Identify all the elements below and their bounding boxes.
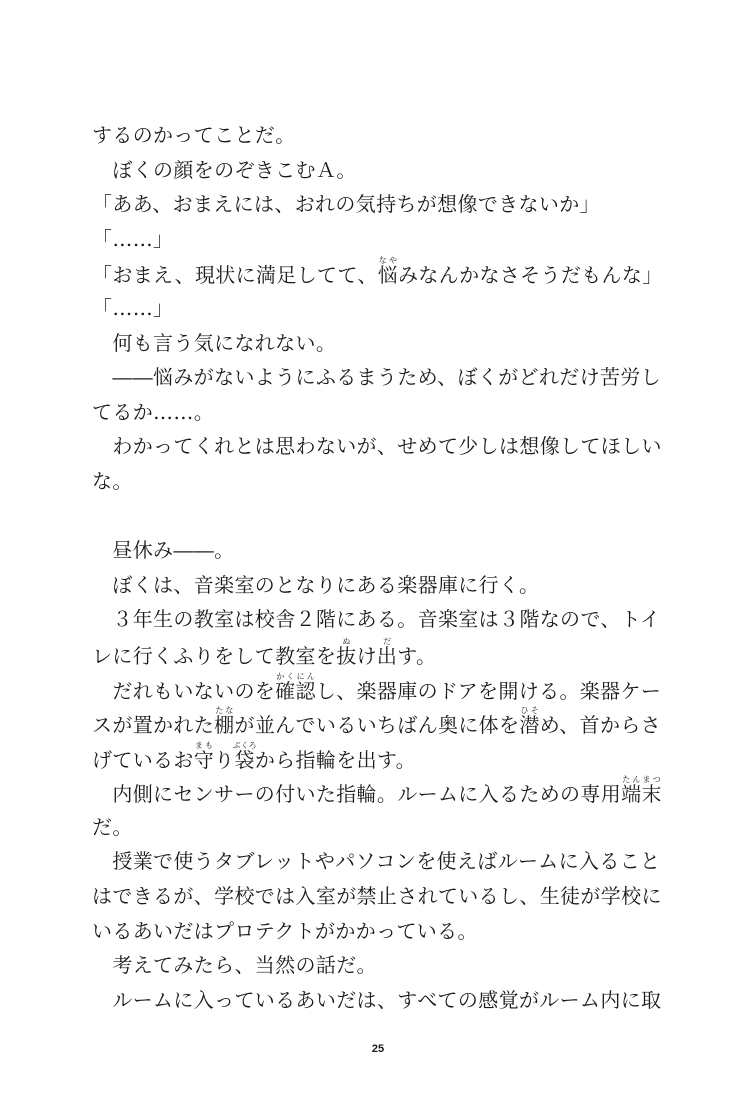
furigana: まも: [193, 740, 215, 750]
text-line: いるあいだはプロテクトがかかっている。: [92, 918, 478, 943]
blank-line: [92, 499, 682, 534]
text-line: 「……」: [92, 295, 174, 320]
text-span: げているお: [92, 747, 194, 772]
text-line: 「……」: [92, 226, 174, 251]
ruby-word: [376, 636, 398, 668]
furigana: だ: [376, 636, 398, 646]
furigana: ぬ: [336, 636, 357, 646]
text-span: みなんかなさそうだもんな」: [398, 263, 663, 288]
text-span: レに行くふりをして教室を: [92, 643, 337, 668]
ruby-word: [377, 256, 399, 288]
text-span: から指輪を出す。: [254, 747, 417, 772]
furigana: ひそ: [519, 706, 540, 716]
ruby-word: [336, 636, 357, 668]
text-line: てるか……。: [92, 399, 215, 424]
text-line: 考えてみたら、当然の話だ。: [92, 953, 377, 978]
text-span: 内側にセンサーの付いた指輪。ルームに入るための専用: [92, 782, 622, 807]
ruby-base: 悩: [377, 263, 399, 288]
furigana: たな: [214, 706, 235, 716]
text-line: 昼休み――。: [92, 538, 235, 563]
text-span: り: [214, 747, 235, 772]
text-line: ぼくは、音楽室のとなりにある楽器庫に行く。: [92, 572, 540, 597]
text-line: ――悩みがないようにふるまうため、ぼくがどれだけ苦労し: [92, 365, 661, 390]
furigana: ぶくろ: [232, 740, 257, 750]
text-line: [92, 775, 682, 810]
text-line: ルームに入っているあいだは、すべての感覚がルーム内に取: [92, 987, 662, 1012]
ruby-word: [519, 706, 540, 738]
furigana: かくにん: [275, 671, 316, 681]
text-line: 何も言う気になれない。: [92, 330, 337, 355]
text-span: だれもいないのを: [92, 678, 276, 703]
ruby-base: 袋: [232, 747, 257, 772]
text-line: [92, 706, 682, 741]
text-span: け: [356, 643, 377, 668]
text-span: す。: [397, 643, 437, 668]
text-line: 「ああ、おまえには、おれの気持ちが想像できないか」: [92, 192, 600, 217]
text-line: わかってくれとは思わないが、せめて少しは想像してほしい: [92, 434, 662, 459]
ruby-base: 端末: [621, 782, 662, 807]
text-line: するのかってことだ。: [92, 123, 296, 147]
text-line: 授業で使うタブレットやパソコンを使えばルームに入ること: [92, 849, 661, 874]
ruby-base: 潜: [519, 713, 540, 738]
ruby-word: [193, 740, 215, 772]
text-line: だ。: [92, 814, 133, 839]
text-line: [92, 637, 682, 672]
text-span: め、首からさ: [539, 713, 662, 738]
ruby-word: [621, 775, 662, 807]
text-span: し、楽器庫のドアを開ける。楽器ケー: [315, 678, 662, 703]
text-line: な。: [92, 468, 133, 493]
ruby-word: [275, 671, 316, 703]
ruby-word: [232, 740, 257, 772]
ruby-base: 出: [376, 643, 398, 668]
ruby-base: 棚: [214, 713, 235, 738]
ruby-word: [214, 706, 235, 738]
text-line: ３年生の教室は校舎２階にある。音楽室は３階なので、トイ: [92, 607, 661, 632]
text-line: ぼくの顔をのぞきこむＡ。: [92, 157, 357, 182]
text-line: [92, 741, 682, 776]
text-span: スが置かれた: [92, 713, 215, 738]
ruby-base: 抜: [336, 643, 357, 668]
ruby-base: 守: [193, 747, 215, 772]
furigana: たんまつ: [621, 775, 662, 785]
body-text: [92, 118, 682, 1017]
ruby-base: 確認: [275, 678, 316, 703]
furigana: なや: [377, 256, 399, 266]
text-line: [92, 256, 682, 291]
text-span: 「おまえ、現状に満足してて、: [92, 263, 378, 288]
text-span: が並んでいるいちばん奥に体を: [234, 713, 520, 738]
text-line: はできるが、学校では入室が禁止されているし、生徒が学校に: [92, 884, 662, 909]
text-line: [92, 672, 682, 707]
page-number: 25: [371, 1043, 385, 1055]
